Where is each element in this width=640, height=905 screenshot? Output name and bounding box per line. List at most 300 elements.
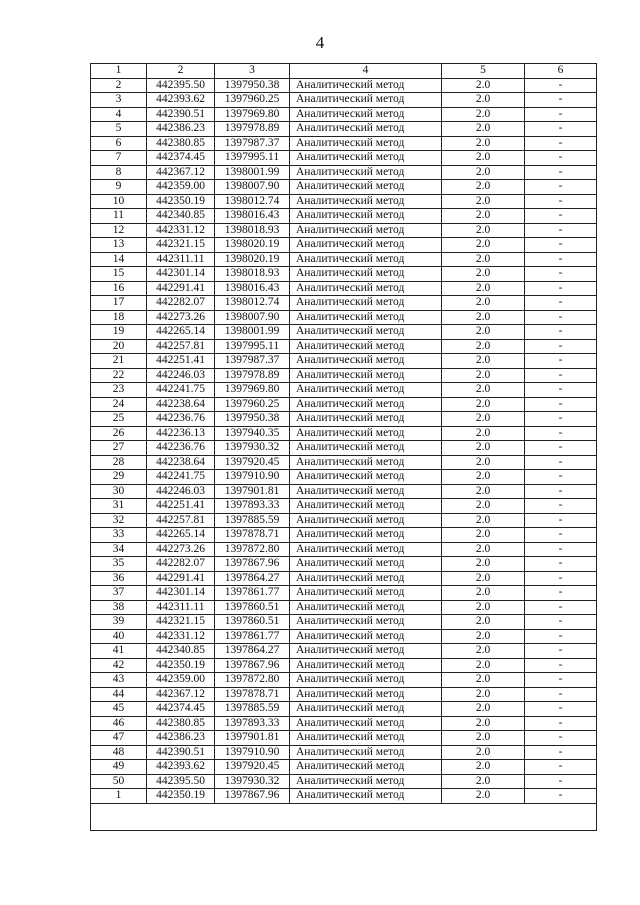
y-coordinate-cell: 1397861.77 (215, 586, 290, 601)
note-cell: - (525, 586, 597, 601)
accuracy-cell: 2.0 (442, 731, 525, 746)
point-number-cell: 50 (91, 774, 147, 789)
table-row (91, 542, 597, 557)
note-cell: - (525, 731, 597, 746)
point-number-cell: 21 (91, 354, 147, 369)
accuracy-cell: 2.0 (442, 484, 525, 499)
y-coordinate-cell: 1398016.43 (215, 209, 290, 224)
table-row (91, 586, 597, 601)
x-coordinate-cell: 442395.50 (147, 774, 215, 789)
method-cell: Аналитический метод (290, 687, 442, 702)
table-row (91, 426, 597, 441)
y-coordinate-cell: 1397978.89 (215, 368, 290, 383)
x-coordinate-cell: 442246.03 (147, 484, 215, 499)
y-coordinate-cell: 1397960.25 (215, 93, 290, 108)
y-coordinate-cell: 1397995.11 (215, 151, 290, 166)
point-number-cell: 27 (91, 441, 147, 456)
table-row (91, 93, 597, 108)
point-number-cell: 18 (91, 310, 147, 325)
accuracy-cell: 2.0 (442, 528, 525, 543)
accuracy-cell: 2.0 (442, 774, 525, 789)
note-cell: - (525, 470, 597, 485)
y-coordinate-cell: 1397872.80 (215, 673, 290, 688)
accuracy-cell: 2.0 (442, 325, 525, 340)
accuracy-cell: 2.0 (442, 716, 525, 731)
accuracy-cell: 2.0 (442, 209, 525, 224)
note-cell: - (525, 368, 597, 383)
point-number-cell: 40 (91, 629, 147, 644)
method-cell: Аналитический метод (290, 600, 442, 615)
accuracy-cell: 2.0 (442, 136, 525, 151)
y-coordinate-cell: 1397950.38 (215, 78, 290, 93)
point-number-cell: 44 (91, 687, 147, 702)
accuracy-cell: 2.0 (442, 354, 525, 369)
method-cell: Аналитический метод (290, 455, 442, 470)
x-coordinate-cell: 442301.14 (147, 267, 215, 282)
note-cell: - (525, 687, 597, 702)
table-row (91, 600, 597, 615)
x-coordinate-cell: 442291.41 (147, 571, 215, 586)
table-row (91, 325, 597, 340)
accuracy-cell: 2.0 (442, 194, 525, 209)
note-cell: - (525, 238, 597, 253)
point-number-cell: 16 (91, 281, 147, 296)
method-cell: Аналитический метод (290, 426, 442, 441)
x-coordinate-cell: 442359.00 (147, 180, 215, 195)
note-cell: - (525, 412, 597, 427)
x-coordinate-cell: 442251.41 (147, 499, 215, 514)
y-coordinate-cell: 1398016.43 (215, 281, 290, 296)
point-number-cell: 39 (91, 615, 147, 630)
accuracy-cell: 2.0 (442, 673, 525, 688)
y-coordinate-cell: 1397910.90 (215, 470, 290, 485)
point-number-cell: 22 (91, 368, 147, 383)
note-cell: - (525, 542, 597, 557)
accuracy-cell: 2.0 (442, 629, 525, 644)
x-coordinate-cell: 442273.26 (147, 542, 215, 557)
y-coordinate-cell: 1397885.59 (215, 702, 290, 717)
x-coordinate-cell: 442241.75 (147, 470, 215, 485)
blank-row (91, 803, 597, 830)
note-cell: - (525, 325, 597, 340)
note-cell: - (525, 426, 597, 441)
accuracy-cell: 2.0 (442, 687, 525, 702)
point-number-cell: 36 (91, 571, 147, 586)
table-row (91, 180, 597, 195)
x-coordinate-cell: 442395.50 (147, 78, 215, 93)
y-coordinate-cell: 1398001.99 (215, 165, 290, 180)
method-cell: Аналитический метод (290, 397, 442, 412)
table-row (91, 731, 597, 746)
x-coordinate-cell: 442282.07 (147, 557, 215, 572)
x-coordinate-cell: 442241.75 (147, 383, 215, 398)
note-cell: - (525, 354, 597, 369)
x-coordinate-cell: 442236.13 (147, 426, 215, 441)
y-coordinate-cell: 1397969.80 (215, 383, 290, 398)
method-cell: Аналитический метод (290, 629, 442, 644)
method-cell: Аналитический метод (290, 267, 442, 282)
accuracy-cell: 2.0 (442, 557, 525, 572)
x-coordinate-cell: 442238.64 (147, 397, 215, 412)
accuracy-cell: 2.0 (442, 745, 525, 760)
table-row (91, 339, 597, 354)
point-number-cell: 32 (91, 513, 147, 528)
table-header-row (91, 64, 597, 79)
x-coordinate-cell: 442236.76 (147, 412, 215, 427)
x-coordinate-cell: 442367.12 (147, 687, 215, 702)
x-coordinate-cell: 442340.85 (147, 209, 215, 224)
table-row (91, 745, 597, 760)
note-cell: - (525, 223, 597, 238)
x-coordinate-cell: 442291.41 (147, 281, 215, 296)
accuracy-cell: 2.0 (442, 513, 525, 528)
note-cell: - (525, 165, 597, 180)
method-cell: Аналитический метод (290, 484, 442, 499)
x-coordinate-cell: 442350.19 (147, 789, 215, 804)
point-number-cell: 48 (91, 745, 147, 760)
method-cell: Аналитический метод (290, 136, 442, 151)
note-cell: - (525, 774, 597, 789)
header-cell: 4 (290, 64, 442, 79)
y-coordinate-cell: 1398001.99 (215, 325, 290, 340)
table-row (91, 412, 597, 427)
accuracy-cell: 2.0 (442, 223, 525, 238)
note-cell: - (525, 484, 597, 499)
x-coordinate-cell: 442246.03 (147, 368, 215, 383)
table-row (91, 281, 597, 296)
note-cell: - (525, 281, 597, 296)
note-cell: - (525, 194, 597, 209)
y-coordinate-cell: 1398020.19 (215, 238, 290, 253)
method-cell: Аналитический метод (290, 586, 442, 601)
y-coordinate-cell: 1397950.38 (215, 412, 290, 427)
y-coordinate-cell: 1397893.33 (215, 716, 290, 731)
header-cell: 1 (91, 64, 147, 79)
x-coordinate-cell: 442359.00 (147, 673, 215, 688)
method-cell: Аналитический метод (290, 745, 442, 760)
x-coordinate-cell: 442321.15 (147, 238, 215, 253)
accuracy-cell: 2.0 (442, 789, 525, 804)
note-cell: - (525, 629, 597, 644)
method-cell: Аналитический метод (290, 513, 442, 528)
accuracy-cell: 2.0 (442, 644, 525, 659)
table-row (91, 310, 597, 325)
table-row (91, 78, 597, 93)
method-cell: Аналитический метод (290, 615, 442, 630)
accuracy-cell: 2.0 (442, 238, 525, 253)
point-number-cell: 34 (91, 542, 147, 557)
method-cell: Аналитический метод (290, 789, 442, 804)
y-coordinate-cell: 1397893.33 (215, 499, 290, 514)
table-row (91, 209, 597, 224)
accuracy-cell: 2.0 (442, 412, 525, 427)
note-cell: - (525, 658, 597, 673)
x-coordinate-cell: 442374.45 (147, 151, 215, 166)
note-cell: - (525, 528, 597, 543)
method-cell: Аналитический метод (290, 180, 442, 195)
accuracy-cell: 2.0 (442, 499, 525, 514)
table-row (91, 571, 597, 586)
x-coordinate-cell: 442311.11 (147, 600, 215, 615)
table-row (91, 122, 597, 137)
note-cell: - (525, 760, 597, 775)
y-coordinate-cell: 1397987.37 (215, 354, 290, 369)
note-cell: - (525, 267, 597, 282)
point-number-cell: 47 (91, 731, 147, 746)
point-number-cell: 29 (91, 470, 147, 485)
y-coordinate-cell: 1397940.35 (215, 426, 290, 441)
method-cell: Аналитический метод (290, 107, 442, 122)
x-coordinate-cell: 442251.41 (147, 354, 215, 369)
table-row (91, 165, 597, 180)
table-row (91, 267, 597, 282)
accuracy-cell: 2.0 (442, 252, 525, 267)
accuracy-cell: 2.0 (442, 78, 525, 93)
header-cell: 3 (215, 64, 290, 79)
method-cell: Аналитический метод (290, 252, 442, 267)
note-cell: - (525, 499, 597, 514)
point-number-cell: 26 (91, 426, 147, 441)
x-coordinate-cell: 442321.15 (147, 615, 215, 630)
method-cell: Аналитический метод (290, 194, 442, 209)
note-cell: - (525, 644, 597, 659)
point-number-cell: 15 (91, 267, 147, 282)
method-cell: Аналитический метод (290, 368, 442, 383)
coordinates-table (90, 63, 597, 831)
table-row (91, 441, 597, 456)
point-number-cell: 7 (91, 151, 147, 166)
y-coordinate-cell: 1397867.96 (215, 557, 290, 572)
y-coordinate-cell: 1397860.51 (215, 615, 290, 630)
x-coordinate-cell: 442380.85 (147, 716, 215, 731)
note-cell: - (525, 571, 597, 586)
note-cell: - (525, 615, 597, 630)
y-coordinate-cell: 1397960.25 (215, 397, 290, 412)
table-row (91, 194, 597, 209)
x-coordinate-cell: 442367.12 (147, 165, 215, 180)
y-coordinate-cell: 1397910.90 (215, 745, 290, 760)
table-row (91, 615, 597, 630)
table-row (91, 151, 597, 166)
y-coordinate-cell: 1397872.80 (215, 542, 290, 557)
method-cell: Аналитический метод (290, 528, 442, 543)
y-coordinate-cell: 1397878.71 (215, 528, 290, 543)
note-cell: - (525, 383, 597, 398)
method-cell: Аналитический метод (290, 731, 442, 746)
accuracy-cell: 2.0 (442, 165, 525, 180)
y-coordinate-cell: 1397930.32 (215, 774, 290, 789)
point-number-cell: 10 (91, 194, 147, 209)
x-coordinate-cell: 442340.85 (147, 644, 215, 659)
table-row (91, 223, 597, 238)
accuracy-cell: 2.0 (442, 122, 525, 137)
table-row (91, 760, 597, 775)
blank-cell (91, 803, 597, 830)
note-cell: - (525, 93, 597, 108)
x-coordinate-cell: 442257.81 (147, 513, 215, 528)
x-coordinate-cell: 442350.19 (147, 658, 215, 673)
header-cell: 5 (442, 64, 525, 79)
table-row (91, 557, 597, 572)
x-coordinate-cell: 442238.64 (147, 455, 215, 470)
y-coordinate-cell: 1397978.89 (215, 122, 290, 137)
accuracy-cell: 2.0 (442, 470, 525, 485)
method-cell: Аналитический метод (290, 209, 442, 224)
point-number-cell: 35 (91, 557, 147, 572)
accuracy-cell: 2.0 (442, 426, 525, 441)
point-number-cell: 49 (91, 760, 147, 775)
note-cell: - (525, 702, 597, 717)
x-coordinate-cell: 442301.14 (147, 586, 215, 601)
point-number-cell: 19 (91, 325, 147, 340)
y-coordinate-cell: 1397920.45 (215, 455, 290, 470)
method-cell: Аналитический метод (290, 412, 442, 427)
note-cell: - (525, 136, 597, 151)
y-coordinate-cell: 1397867.96 (215, 658, 290, 673)
table-row (91, 629, 597, 644)
y-coordinate-cell: 1397878.71 (215, 687, 290, 702)
point-number-cell: 13 (91, 238, 147, 253)
y-coordinate-cell: 1397969.80 (215, 107, 290, 122)
x-coordinate-cell: 442390.51 (147, 107, 215, 122)
accuracy-cell: 2.0 (442, 383, 525, 398)
page-number: 4 (315, 33, 325, 52)
point-number-cell: 28 (91, 455, 147, 470)
table-row (91, 296, 597, 311)
method-cell: Аналитический метод (290, 658, 442, 673)
method-cell: Аналитический метод (290, 238, 442, 253)
y-coordinate-cell: 1397861.77 (215, 629, 290, 644)
point-number-cell: 9 (91, 180, 147, 195)
x-coordinate-cell: 442265.14 (147, 528, 215, 543)
method-cell: Аналитический метод (290, 223, 442, 238)
y-coordinate-cell: 1397901.81 (215, 731, 290, 746)
point-number-cell: 43 (91, 673, 147, 688)
table-row (91, 644, 597, 659)
point-number-cell: 17 (91, 296, 147, 311)
note-cell: - (525, 107, 597, 122)
y-coordinate-cell: 1397864.27 (215, 571, 290, 586)
accuracy-cell: 2.0 (442, 368, 525, 383)
note-cell: - (525, 310, 597, 325)
y-coordinate-cell: 1397920.45 (215, 760, 290, 775)
x-coordinate-cell: 442374.45 (147, 702, 215, 717)
method-cell: Аналитический метод (290, 557, 442, 572)
header-cell: 6 (525, 64, 597, 79)
x-coordinate-cell: 442393.62 (147, 93, 215, 108)
table-row (91, 368, 597, 383)
table-row (91, 354, 597, 369)
accuracy-cell: 2.0 (442, 310, 525, 325)
y-coordinate-cell: 1398012.74 (215, 296, 290, 311)
point-number-cell: 24 (91, 397, 147, 412)
note-cell: - (525, 513, 597, 528)
table-row (91, 687, 597, 702)
point-number-cell: 2 (91, 78, 147, 93)
point-number-cell: 45 (91, 702, 147, 717)
point-number-cell: 8 (91, 165, 147, 180)
x-coordinate-cell: 442380.85 (147, 136, 215, 151)
point-number-cell: 4 (91, 107, 147, 122)
accuracy-cell: 2.0 (442, 296, 525, 311)
table-row (91, 252, 597, 267)
note-cell: - (525, 151, 597, 166)
table-row (91, 470, 597, 485)
accuracy-cell: 2.0 (442, 397, 525, 412)
accuracy-cell: 2.0 (442, 441, 525, 456)
accuracy-cell: 2.0 (442, 615, 525, 630)
method-cell: Аналитический метод (290, 571, 442, 586)
point-number-cell: 31 (91, 499, 147, 514)
x-coordinate-cell: 442390.51 (147, 745, 215, 760)
point-number-cell: 33 (91, 528, 147, 543)
table-row (91, 455, 597, 470)
x-coordinate-cell: 442331.12 (147, 223, 215, 238)
accuracy-cell: 2.0 (442, 658, 525, 673)
method-cell: Аналитический метод (290, 165, 442, 180)
header-cell: 2 (147, 64, 215, 79)
x-coordinate-cell: 442257.81 (147, 339, 215, 354)
note-cell: - (525, 122, 597, 137)
point-number-cell: 41 (91, 644, 147, 659)
note-cell: - (525, 441, 597, 456)
method-cell: Аналитический метод (290, 716, 442, 731)
method-cell: Аналитический метод (290, 325, 442, 340)
table-row (91, 789, 597, 804)
note-cell: - (525, 209, 597, 224)
table-row (91, 774, 597, 789)
method-cell: Аналитический метод (290, 281, 442, 296)
x-coordinate-cell: 442350.19 (147, 194, 215, 209)
note-cell: - (525, 296, 597, 311)
accuracy-cell: 2.0 (442, 339, 525, 354)
y-coordinate-cell: 1397995.11 (215, 339, 290, 354)
note-cell: - (525, 180, 597, 195)
x-coordinate-cell: 442273.26 (147, 310, 215, 325)
y-coordinate-cell: 1398007.90 (215, 180, 290, 195)
accuracy-cell: 2.0 (442, 180, 525, 195)
method-cell: Аналитический метод (290, 774, 442, 789)
method-cell: Аналитический метод (290, 702, 442, 717)
y-coordinate-cell: 1398018.93 (215, 223, 290, 238)
table-row (91, 484, 597, 499)
point-number-cell: 30 (91, 484, 147, 499)
x-coordinate-cell: 442236.76 (147, 441, 215, 456)
method-cell: Аналитический метод (290, 644, 442, 659)
note-cell: - (525, 339, 597, 354)
accuracy-cell: 2.0 (442, 93, 525, 108)
method-cell: Аналитический метод (290, 339, 442, 354)
method-cell: Аналитический метод (290, 383, 442, 398)
method-cell: Аналитический метод (290, 296, 442, 311)
note-cell: - (525, 745, 597, 760)
table-row (91, 716, 597, 731)
accuracy-cell: 2.0 (442, 571, 525, 586)
point-number-cell: 23 (91, 383, 147, 398)
note-cell: - (525, 78, 597, 93)
accuracy-cell: 2.0 (442, 760, 525, 775)
point-number-cell: 42 (91, 658, 147, 673)
note-cell: - (525, 673, 597, 688)
y-coordinate-cell: 1397867.96 (215, 789, 290, 804)
point-number-cell: 20 (91, 339, 147, 354)
point-number-cell: 46 (91, 716, 147, 731)
point-number-cell: 5 (91, 122, 147, 137)
point-number-cell: 38 (91, 600, 147, 615)
point-number-cell: 12 (91, 223, 147, 238)
method-cell: Аналитический метод (290, 310, 442, 325)
x-coordinate-cell: 442311.11 (147, 252, 215, 267)
